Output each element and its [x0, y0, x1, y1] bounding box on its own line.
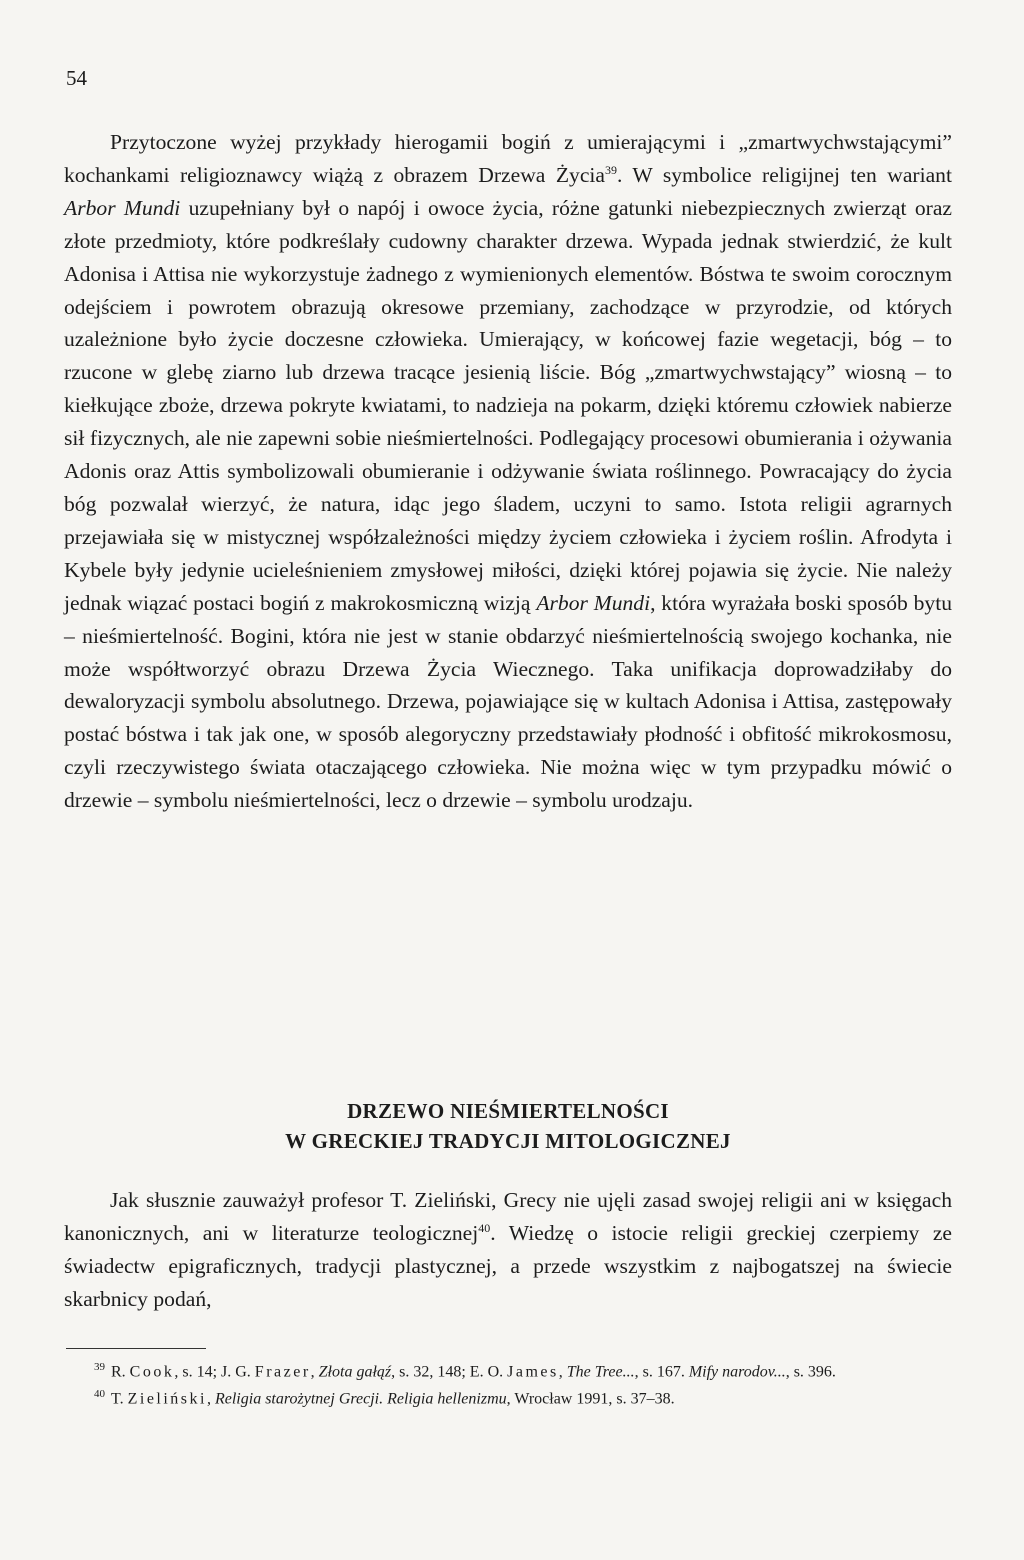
footnote-text: , s. 14; J. G. — [174, 1363, 255, 1381]
section-paragraph — [64, 1184, 952, 1316]
author-name: Cook — [129, 1363, 175, 1381]
paragraph — [64, 126, 952, 817]
body-paragraph — [64, 126, 952, 817]
text-run: Przytoczone wyżej przykłady hierogamii bogiń z umierającymi i „zmartwychwstającymi” kochankami religioznawcy wiążą z obrazem Drzewa Życia — [64, 130, 952, 187]
footnote-text: , — [206, 1390, 215, 1408]
section-heading-line-1: DRZEWO NIEŚMIERTELNOŚCI — [347, 1099, 669, 1123]
footnote-text: , Wrocław 1991, s. 37–38. — [506, 1390, 675, 1408]
text-run: , która wyrażała boski sposób bytu – nieśmiertelność. Bogini, która nie jest w stanie obdarzyć nieśmiertelnością swojego kochanka, nie może współtworzyć obrazu Drzewa Życia Wiecznego. Taka unifikacja doprowadziłaby do dewaloryzacji symbolu absolutnego. Drzewa, pojawiające się w kultach Adonisa i Attisa, zastępowały postać bóstwa i tak jak one, w sposób alegoryczny przedstawiały płodność i obfitość mikrokosmosu, czyli rzeczywistego świata otaczającego człowieka. Nie można więc w tym przypadku mówić o drzewie – symbolu nieśmiertelności, lecz o drzewie – symbolu urodzaju. — [64, 590, 952, 813]
section-heading-line-2: W GRECKIEJ TRADYCJI MITOLOGICZNEJ — [285, 1129, 731, 1153]
author-name: Frazer — [254, 1363, 311, 1381]
work-title: The Tree... — [566, 1363, 635, 1381]
page-number: 54 — [66, 66, 87, 90]
footnote-text: , — [558, 1363, 567, 1381]
footnote-text: , s. 396. — [785, 1363, 836, 1381]
footnote-ref-40: 40 — [478, 1220, 491, 1235]
text-run: Jak słusznie zauważył profesor T. Zieliński, Grecy nie ujęli zasad swojej religii ani w księgach kanonicznych, ani w literaturze teologicznej — [64, 1188, 952, 1245]
text-run: . W symbolice religijnej ten wariant — [616, 162, 952, 187]
footnote-text: , s. 32, 148; E. O. — [391, 1363, 508, 1381]
italic-term: Arbor Mundi — [536, 590, 651, 615]
work-title: Złota gałąź — [318, 1363, 392, 1381]
paragraph — [64, 1184, 952, 1316]
footnote-text: , — [310, 1363, 319, 1381]
section-heading — [64, 1096, 952, 1156]
italic-term: Arbor Mundi — [64, 195, 181, 220]
footnote-number: 39 — [94, 1361, 105, 1373]
text-run: . Wiedzę o istocie religii greckiej czerpiemy ze świadectw epigraficznych, tradycji plastycznej, a przede wszystkim z najbogatszej na świecie skarbnicy podań, — [64, 1220, 952, 1311]
footnotes — [64, 1356, 952, 1411]
footnote-text: T. — [111, 1390, 128, 1408]
footnote-40 — [64, 1383, 952, 1410]
footnote-text: R. — [111, 1363, 130, 1381]
work-title: Mify narodov... — [688, 1363, 786, 1381]
text-run: uzupełniany był o napój i owoce życia, różne gatunki niebezpiecznych zwierząt oraz złote przedmioty, które podkreślały cudowny charakter drzewa. Wypada jednak stwierdzić, że kult Adonisa i Attisa nie wykorzystuje żadnego z wymienionych elementów. Bóstwa te swoim corocznym odejściem i powrotem obrazują okresowe przemiany, zachodzące w przyrodzie, od których uzależnione było życie doczesne człowieka. Umierający, w końcowej fazie wegetacji, bóg – to rzucone w glebę ziarno lub drzewa tracące jesienią liście. Bóg „zmartwychwstający” wiosną – to kiełkujące zboże, drzewa pokryte kwiatami, to nadzieja na pokarm, dzięki któremu człowiek nabierze sił fizycznych, ale nie zapewni sobie nieśmiertelności. Podlegający procesowi obumierania i ożywania Adonis oraz Attis symbolizowali obumieranie i odżywanie świata roślinnego. Powracający do życia bóg pozwalał wierzyć, że natura, idąc jego śladem, uczyni to samo. Istota religii agrarnych przejawiała się w mistycznej współzależności między życiem człowieka i życiem roślin. Afrodyta i Kybele były jedynie ucieleśnieniem zmysłowej miłości, dzięki której pojawia się życie. Nie należy jednak wiązać postaci bogiń z makrokosmiczną wizją — [64, 195, 952, 615]
work-title: Religia starożytnej Grecji. Religia hellenizmu — [214, 1390, 507, 1408]
author-name: Zieliński — [127, 1390, 207, 1408]
footnote-39 — [64, 1356, 952, 1383]
footnote-ref-39: 39 — [604, 162, 617, 177]
footnote-divider — [66, 1348, 206, 1349]
footnote-number: 40 — [94, 1388, 105, 1401]
footnote-text: , s. 167. — [634, 1363, 689, 1381]
author-name: James — [507, 1363, 559, 1381]
